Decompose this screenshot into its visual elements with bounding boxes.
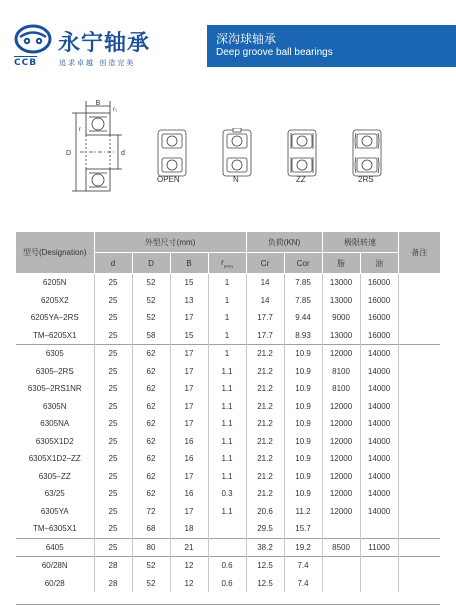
cell-oil: 14000	[360, 468, 398, 486]
cell-D: 68	[132, 520, 170, 538]
cell-remark	[398, 363, 440, 381]
bearing-n-icon	[220, 128, 254, 178]
dim-d-label: d	[121, 150, 125, 157]
dim-B-label: B	[95, 100, 101, 107]
cell-D: 80	[132, 538, 170, 557]
brand-name-cn: 永宁轴承	[58, 31, 151, 56]
cell-remark	[398, 538, 440, 557]
cell-des: 6205YA–2RS	[16, 309, 94, 327]
col-header-oil: 油	[360, 253, 398, 274]
cell-des: 60/28	[16, 575, 94, 593]
bearing-open-icon	[155, 128, 189, 178]
bearing-2rs-icon	[350, 128, 384, 178]
dim-D-label: D	[66, 150, 72, 157]
cell-oil: 14000	[360, 345, 398, 363]
page-header	[0, 0, 456, 80]
cell-grease: 9000	[322, 309, 360, 327]
cell-D: 52	[132, 274, 170, 292]
cell-oil: 14000	[360, 450, 398, 468]
cell-D: 62	[132, 485, 170, 503]
cell-r: 1.1	[208, 380, 246, 398]
cell-d: 25	[94, 415, 132, 433]
cell-cor: 10.9	[284, 398, 322, 416]
cell-oil: 16000	[360, 309, 398, 327]
cell-cr: 12.5	[246, 557, 284, 575]
cell-des: 6205X2	[16, 292, 94, 310]
table-row	[16, 398, 440, 416]
col-header-D: D	[132, 253, 170, 274]
cell-r: 1.1	[208, 415, 246, 433]
cell-remark	[398, 557, 440, 575]
cell-B: 21	[170, 538, 208, 557]
cell-r: 1	[208, 309, 246, 327]
cell-B: 18	[170, 520, 208, 538]
cell-B: 16	[170, 450, 208, 468]
table-row	[16, 503, 440, 521]
cell-remark	[398, 345, 440, 363]
cell-remark	[398, 485, 440, 503]
table-bottom-rule	[16, 604, 440, 605]
table-row	[16, 433, 440, 451]
cell-r: 1.1	[208, 433, 246, 451]
table-row	[16, 415, 440, 433]
cell-d: 25	[94, 485, 132, 503]
cell-oil: 14000	[360, 415, 398, 433]
cell-B: 15	[170, 274, 208, 292]
cell-D: 62	[132, 363, 170, 381]
cell-des: 60/28N	[16, 557, 94, 575]
cell-remark	[398, 327, 440, 345]
cell-remark	[398, 415, 440, 433]
cell-r: 1.1	[208, 450, 246, 468]
cell-d: 28	[94, 557, 132, 575]
variant-label-2rs: 2RS	[358, 175, 374, 184]
cell-remark	[398, 468, 440, 486]
col-header-d: d	[94, 253, 132, 274]
table-row	[16, 575, 440, 593]
table-row	[16, 557, 440, 575]
cell-D: 62	[132, 468, 170, 486]
cell-cr: 21.2	[246, 450, 284, 468]
table-row	[16, 380, 440, 398]
cell-d: 25	[94, 468, 132, 486]
cell-grease	[322, 520, 360, 538]
cell-B: 17	[170, 309, 208, 327]
cell-des: 6305NA	[16, 415, 94, 433]
cell-cor: 10.9	[284, 433, 322, 451]
cell-r: 1.1	[208, 398, 246, 416]
page-title-cn: 深沟球轴承	[216, 32, 277, 46]
cell-B: 17	[170, 503, 208, 521]
cell-oil: 16000	[360, 292, 398, 310]
cell-oil: 14000	[360, 433, 398, 451]
cell-B: 12	[170, 575, 208, 593]
col-header-cr: Cr	[246, 253, 284, 274]
page-title-en: Deep groove ball bearings	[216, 47, 333, 58]
col-header-r-symbol: r	[221, 257, 224, 267]
cell-remark	[398, 309, 440, 327]
table-row	[16, 485, 440, 503]
cell-cr: 17.7	[246, 309, 284, 327]
cell-cor: 7.4	[284, 575, 322, 593]
cell-grease: 13000	[322, 292, 360, 310]
cell-r: 1	[208, 274, 246, 292]
cell-D: 52	[132, 575, 170, 593]
cell-grease: 12000	[322, 415, 360, 433]
cell-d: 25	[94, 398, 132, 416]
cell-r: 1.1	[208, 468, 246, 486]
cell-des: 63/25	[16, 485, 94, 503]
cell-d: 25	[94, 450, 132, 468]
table-row	[16, 363, 440, 381]
cell-des: 6205N	[16, 274, 94, 292]
cell-des: 6305X1D2–ZZ	[16, 450, 94, 468]
cell-cor: 10.9	[284, 468, 322, 486]
cell-d: 25	[94, 538, 132, 557]
col-header-cor: Cor	[284, 253, 322, 274]
cell-d: 25	[94, 309, 132, 327]
cell-remark	[398, 503, 440, 521]
cell-oil: 16000	[360, 327, 398, 345]
cell-des: 6405	[16, 538, 94, 557]
cell-cor: 7.85	[284, 274, 322, 292]
spec-table	[16, 232, 440, 592]
cell-des: 6305	[16, 345, 94, 363]
cell-grease: 12000	[322, 450, 360, 468]
cell-oil: 14000	[360, 398, 398, 416]
cell-oil: 11000	[360, 538, 398, 557]
cell-des: TM–6305X1	[16, 520, 94, 538]
cell-B: 17	[170, 398, 208, 416]
cell-cor: 7.85	[284, 292, 322, 310]
cell-B: 16	[170, 433, 208, 451]
cell-B: 17	[170, 468, 208, 486]
col-header-r	[208, 253, 246, 274]
cell-oil: 14000	[360, 485, 398, 503]
cell-d: 25	[94, 274, 132, 292]
cell-r: 0.6	[208, 557, 246, 575]
table-row	[16, 274, 440, 292]
cell-oil: 14000	[360, 363, 398, 381]
cell-grease: 13000	[322, 327, 360, 345]
cell-cor: 10.9	[284, 380, 322, 398]
cell-grease: 13000	[322, 274, 360, 292]
cell-cr: 21.2	[246, 380, 284, 398]
cell-des: 6305–2RS1NR	[16, 380, 94, 398]
cell-cr: 21.2	[246, 415, 284, 433]
dim-r1-label: r₁	[113, 107, 118, 113]
cell-grease: 12000	[322, 433, 360, 451]
cell-d: 25	[94, 327, 132, 345]
spec-table-body	[16, 274, 440, 593]
table-row	[16, 538, 440, 557]
cell-cor: 10.9	[284, 485, 322, 503]
cell-D: 52	[132, 557, 170, 575]
cell-cr: 12.5	[246, 575, 284, 593]
cell-cr: 29.5	[246, 520, 284, 538]
cell-D: 62	[132, 398, 170, 416]
cell-cor: 10.9	[284, 345, 322, 363]
cell-grease: 8100	[322, 380, 360, 398]
brand-logo	[14, 24, 199, 70]
cell-D: 62	[132, 380, 170, 398]
cell-r: 1	[208, 345, 246, 363]
cell-des: 6305N	[16, 398, 94, 416]
cell-D: 62	[132, 433, 170, 451]
cell-cr: 20.6	[246, 503, 284, 521]
variant-label-n: N	[233, 175, 239, 184]
table-row	[16, 468, 440, 486]
cell-cr: 14	[246, 292, 284, 310]
cell-cor: 10.9	[284, 450, 322, 468]
cell-d: 25	[94, 433, 132, 451]
bearing-zz-icon	[285, 128, 319, 178]
table-row	[16, 292, 440, 310]
cell-r: 1	[208, 292, 246, 310]
cell-r: 0.6	[208, 575, 246, 593]
cell-B: 12	[170, 557, 208, 575]
cell-cr: 21.2	[246, 345, 284, 363]
cell-cr: 21.2	[246, 433, 284, 451]
cell-cor: 19.2	[284, 538, 322, 557]
cell-d: 25	[94, 503, 132, 521]
cell-r: 1	[208, 327, 246, 345]
cell-cor: 7.4	[284, 557, 322, 575]
table-row	[16, 327, 440, 345]
cell-oil: 16000	[360, 274, 398, 292]
cell-r: 0.3	[208, 485, 246, 503]
cell-B: 17	[170, 363, 208, 381]
cell-oil	[360, 520, 398, 538]
cell-D: 62	[132, 450, 170, 468]
col-header-dimensions: 外型尺寸(mm)	[94, 232, 246, 253]
cell-cr: 14	[246, 274, 284, 292]
table-row	[16, 520, 440, 538]
cell-remark	[398, 520, 440, 538]
table-header-row-1	[16, 232, 440, 253]
brand-slogan: 追求卓越 创造完美	[59, 59, 136, 67]
cell-cr: 38.2	[246, 538, 284, 557]
cell-d: 25	[94, 345, 132, 363]
cell-cr: 17.7	[246, 327, 284, 345]
bearing-cross-section	[58, 99, 128, 205]
cell-grease	[322, 575, 360, 593]
dim-r-label: r	[79, 127, 81, 133]
col-header-grease: 脂	[322, 253, 360, 274]
cell-D: 62	[132, 345, 170, 363]
cell-oil: 14000	[360, 380, 398, 398]
cell-D: 62	[132, 415, 170, 433]
cell-remark	[398, 274, 440, 292]
cell-cor: 10.9	[284, 363, 322, 381]
cell-des: 6305YA	[16, 503, 94, 521]
ccb-logo-icon	[14, 24, 52, 54]
cell-cr: 21.2	[246, 485, 284, 503]
cell-grease: 12000	[322, 503, 360, 521]
cell-cor: 9.44	[284, 309, 322, 327]
cell-d: 28	[94, 575, 132, 593]
cell-cr: 21.2	[246, 468, 284, 486]
col-header-remark: 备注	[398, 232, 440, 274]
cell-d: 25	[94, 363, 132, 381]
cell-d: 25	[94, 292, 132, 310]
table-row	[16, 309, 440, 327]
variant-label-zz: ZZ	[296, 175, 306, 184]
cell-des: TM–6205X1	[16, 327, 94, 345]
variant-label-open: OPEN	[157, 175, 180, 184]
cell-grease	[322, 557, 360, 575]
cell-des: 6305–2RS	[16, 363, 94, 381]
cell-grease: 12000	[322, 468, 360, 486]
cell-des: 6305–ZZ	[16, 468, 94, 486]
cell-B: 16	[170, 485, 208, 503]
cell-D: 72	[132, 503, 170, 521]
cell-D: 52	[132, 292, 170, 310]
cell-grease: 12000	[322, 345, 360, 363]
cell-cr: 21.2	[246, 363, 284, 381]
cell-r	[208, 538, 246, 557]
cell-r: 1.1	[208, 363, 246, 381]
col-header-B: B	[170, 253, 208, 274]
cell-cr: 21.2	[246, 398, 284, 416]
cell-remark	[398, 380, 440, 398]
cell-r	[208, 520, 246, 538]
cell-B: 13	[170, 292, 208, 310]
bearing-diagrams	[0, 95, 456, 205]
cell-cor: 8.93	[284, 327, 322, 345]
cell-B: 17	[170, 345, 208, 363]
cell-remark	[398, 292, 440, 310]
cell-remark	[398, 433, 440, 451]
col-header-load: 负荷(KN)	[246, 232, 322, 253]
cell-grease: 12000	[322, 398, 360, 416]
cell-r: 1.1	[208, 503, 246, 521]
cell-grease: 8100	[322, 363, 360, 381]
cell-oil	[360, 575, 398, 593]
col-header-speed: 极限转速	[322, 232, 398, 253]
cell-grease: 8500	[322, 538, 360, 557]
cell-d: 25	[94, 520, 132, 538]
cell-D: 52	[132, 309, 170, 327]
cell-B: 17	[170, 380, 208, 398]
table-row	[16, 345, 440, 363]
title-bar	[207, 25, 456, 67]
cell-cor: 15.7	[284, 520, 322, 538]
cell-D: 58	[132, 327, 170, 345]
cell-des: 6305X1D2	[16, 433, 94, 451]
cell-remark	[398, 575, 440, 593]
cell-cor: 10.9	[284, 415, 322, 433]
col-header-designation: 型号(Designation)	[16, 232, 94, 274]
cell-remark	[398, 450, 440, 468]
brand-abbr: CCB	[14, 58, 38, 68]
cell-d: 25	[94, 380, 132, 398]
cell-grease: 12000	[322, 485, 360, 503]
cell-B: 15	[170, 327, 208, 345]
col-header-r-sub: (min)	[223, 263, 233, 269]
cell-oil: 14000	[360, 503, 398, 521]
cell-oil	[360, 557, 398, 575]
cell-remark	[398, 398, 440, 416]
table-row	[16, 450, 440, 468]
cell-B: 17	[170, 415, 208, 433]
cell-cor: 11.2	[284, 503, 322, 521]
